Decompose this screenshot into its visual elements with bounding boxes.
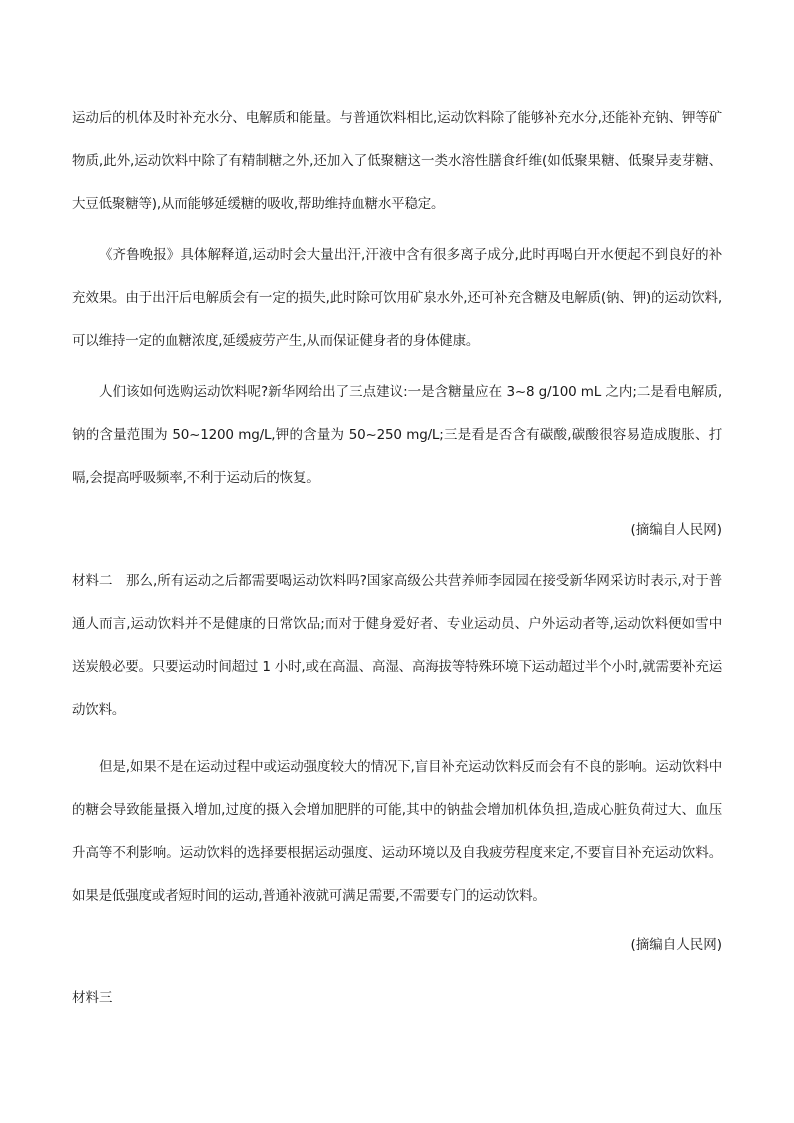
paragraph-material-two: 材料二 那么,所有运动之后都需要喝运动饮料吗?国家高级公共营养师李园园在接受新华网采访时表示,对于普通人而言,运动饮料并不是健康的日常饮品;而对于健身爱好者、专业运动员、户外运动者等,运动饮料便如雪中送炭般必要。只要运动时间超过 1 小时,或在高温、高湿、高海拔等特殊环境下运动超过半个小时,就需要补充运动饮料。	[72, 573, 722, 718]
paragraph-sports-drink-benefits: 运动后的机体及时补充水分、电解质和能量。与普通饮料相比,运动饮料除了能够补充水分,还能补充钠、钾等矿物质,此外,运动饮料中除了有精制糖之外,还加入了低聚糖这一类水溶性膳食纤维(如低聚果糖、低聚异麦芽糖、大豆低聚糖等),从而能够延缓糖的吸收,帮助维持血糖水平稳定。	[72, 110, 722, 212]
paragraph-blind-supplement-risks: 但是,如果不是在运动过程中或运动强度较大的情况下,盲目补充运动饮料反而会有不良的影响。运动饮料中的糖会导致能量摄入增加,过度的摄入会增加肥胖的可能,其中的钠盐会增加机体负担,造成心脏负荷过大、血压升高等不利影响。运动饮料的选择要根据运动强度、运动环境以及自我疲劳程度来定,不要盲目补充运动饮料。如果是低强度或者短时间的运动,普通补液就可满足需要,不需要专门的运动饮料。	[72, 759, 722, 904]
heading-material-three: 材料三	[72, 990, 113, 1006]
source-attribution-2: (摘编自人民网)	[630, 937, 722, 953]
source-attribution-1: (摘编自人民网)	[630, 522, 722, 538]
paragraph-purchase-advice: 人们该如何选购运动饮料呢?新华网给出了三点建议:一是含糖量应在 3~8 g/100 mL 之内;二是看电解质,钠的含量范围为 50~1200 mg/L,钾的含量为 50~250 mg/L;三是看是否含有碳酸,碳酸很容易造成腹胀、打嗝,会提高呼吸频率,不利于运动后的恢复。	[72, 384, 722, 486]
paragraph-qilu-evening-news: 《齐鲁晚报》具体解释道,运动时会大量出汗,汗液中含有很多离子成分,此时再喝白开水便起不到良好的补充效果。由于出汗后电解质会有一定的损失,此时除可饮用矿泉水外,还可补充含糖及电解质(钠、钾)的运动饮料,可以维持一定的血糖浓度,延缓疲劳产生,从而保证健身者的身体健康。	[72, 247, 722, 349]
